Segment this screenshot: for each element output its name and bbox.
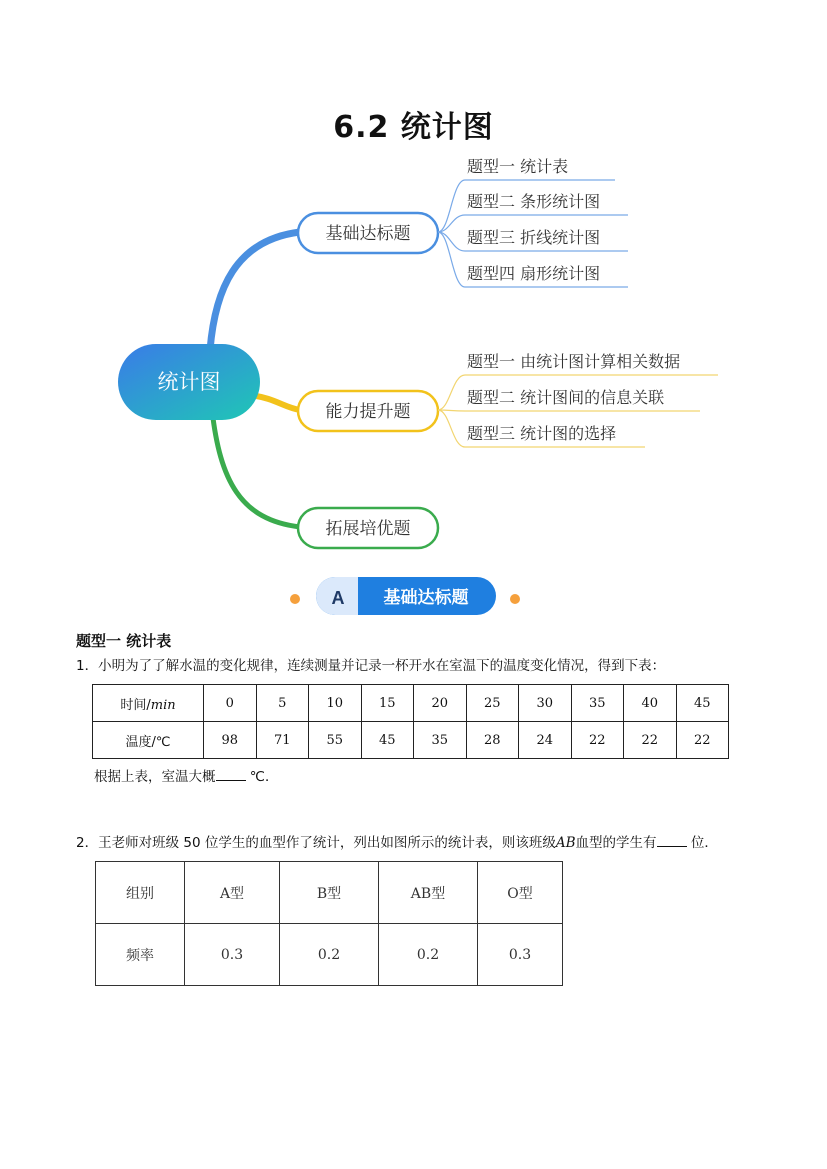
q1-answer-blank[interactable]	[216, 766, 246, 781]
q2-cell: 0.2	[379, 924, 478, 986]
q1-cell: 22	[676, 722, 729, 759]
q1-cell: 30	[519, 685, 572, 722]
q1-stem	[76, 656, 665, 676]
q1-cell: 5	[256, 685, 309, 722]
q2-text-ab: AB	[555, 835, 576, 851]
q1-cell: 10	[309, 685, 362, 722]
q2-cell: 0.3	[478, 924, 563, 986]
basic-leaf-4: 题型四 扇形统计图	[467, 264, 601, 283]
q1-cell: 0	[204, 685, 257, 722]
table-row	[96, 924, 563, 986]
q1-question	[94, 766, 278, 787]
q2-cell: 0.2	[280, 924, 379, 986]
q1-text: 小明为了了解水温的变化规律，连续测量并记录一杯开水在室温下的温度变化情况，得到下表：	[98, 658, 666, 674]
banner-dot-left	[290, 594, 300, 604]
q1-cell: 25	[466, 685, 519, 722]
q1-cell: 15	[361, 685, 414, 722]
q1-cell: 45	[676, 685, 729, 722]
ability-leaf-1: 题型一 由统计图计算相关数据	[467, 352, 681, 371]
q1-cell: 24	[519, 722, 572, 759]
q1-row1-label: 时间/min	[93, 685, 204, 722]
q1-cell: 22	[571, 722, 624, 759]
q2-number: 2．	[76, 835, 99, 851]
branch-extend-label: 拓展培优题	[325, 519, 411, 539]
question-type-heading: 题型一 统计表	[76, 632, 172, 650]
connector-extend	[212, 410, 300, 527]
section-label: 基础达标题	[383, 588, 469, 608]
root-label: 统计图	[157, 370, 221, 394]
q1-number: 1．	[76, 658, 99, 674]
q1-cell: 40	[624, 685, 677, 722]
q1-row2-label: 温度/℃	[93, 722, 204, 759]
q2-header: AB型	[379, 862, 478, 924]
section-banner	[0, 570, 827, 620]
q1-cell: 45	[361, 722, 414, 759]
ability-leaf-3: 题型三 统计图的选择	[467, 424, 617, 443]
q2-cell: 0.3	[185, 924, 280, 986]
q1-cell: 20	[414, 685, 467, 722]
section-letter: A	[331, 588, 345, 608]
branch-basic-label: 基础达标题	[325, 224, 411, 244]
mind-map	[0, 0, 827, 570]
connector-ability	[250, 395, 300, 410]
q2-text-pre: 王老师对班级 50 位学生的血型作了统计，列出如图所示的统计表，则该班级	[98, 835, 556, 851]
q1-question-text: 根据上表，室温大概	[94, 769, 216, 785]
basic-leaf-1: 题型一 统计表	[467, 157, 569, 176]
q2-header: 组别	[96, 862, 185, 924]
q1-cell: 55	[309, 722, 362, 759]
q1-cell: 22	[624, 722, 677, 759]
branch-ability-label: 能力提升题	[325, 402, 411, 422]
table-row	[93, 685, 729, 722]
connector-basic	[210, 232, 300, 350]
q2-table	[95, 861, 563, 986]
q1-question-unit: ℃．	[249, 769, 279, 785]
q2-text-post: 位．	[690, 835, 718, 851]
q2-stem	[76, 832, 718, 853]
q1-cell: 98	[204, 722, 257, 759]
ability-leaf-2: 题型二 统计图间的信息关联	[467, 388, 665, 407]
table-row	[93, 722, 729, 759]
page-title: 6.2 统计图	[333, 110, 494, 145]
q2-header: B型	[280, 862, 379, 924]
q2-cell: 频率	[96, 924, 185, 986]
basic-leaf-3: 题型三 折线统计图	[467, 228, 601, 247]
q1-cell: 35	[571, 685, 624, 722]
q2-header: O型	[478, 862, 563, 924]
q1-cell: 35	[414, 722, 467, 759]
q1-cell: 71	[256, 722, 309, 759]
table-row	[96, 862, 563, 924]
q2-text-mid: 血型的学生有	[575, 835, 657, 851]
q1-cell: 28	[466, 722, 519, 759]
basic-leaf-2: 题型二 条形统计图	[467, 192, 601, 211]
banner-dot-right	[510, 594, 520, 604]
q1-table	[92, 684, 729, 759]
q2-header: A型	[185, 862, 280, 924]
q2-answer-blank[interactable]	[657, 832, 687, 847]
